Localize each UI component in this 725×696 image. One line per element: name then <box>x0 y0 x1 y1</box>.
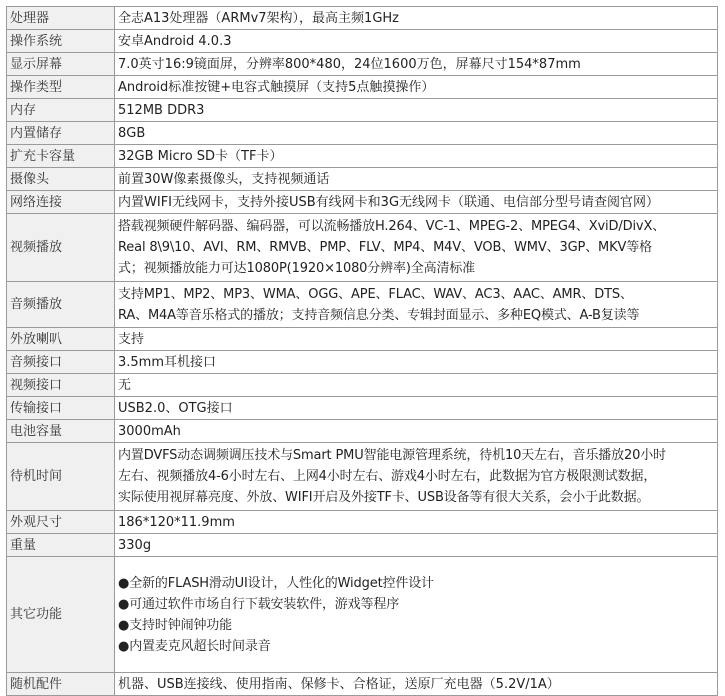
spec-value-line: 全志A13处理器（ARMv7架构），最高主频1GHz <box>118 10 399 26</box>
spec-value-line: 式；视频播放能力可达1080P(1920×1080分辨率)全高清标准 <box>118 261 476 276</box>
spec-row-battery <box>7 420 718 443</box>
spec-label: 网络连接 <box>7 191 115 214</box>
spec-value-line: 32GB Micro SD卡（TF卡） <box>118 148 283 164</box>
spec-label: 重量 <box>7 534 115 557</box>
spec-value <box>115 557 718 673</box>
spec-value-line: 安卓Android 4.0.3 <box>118 33 232 49</box>
spec-value <box>115 420 718 443</box>
spec-label: 摄像头 <box>7 168 115 191</box>
spec-value-line: 3000mAh <box>118 423 181 439</box>
spec-value <box>115 122 718 145</box>
spec-value <box>115 99 718 122</box>
spec-row-camera <box>7 168 718 191</box>
spec-value <box>115 328 718 351</box>
spec-value <box>115 53 718 76</box>
feature-list-item: ●全新的FLASH滑动UI设计，人性化的Widget控件设计 <box>118 575 434 591</box>
spec-value-line: 实际使用视屏幕亮度、外放、WIFI开启及外接TF卡、USB设备等有很大关系，会小于此数据。 <box>118 490 650 505</box>
spec-value <box>115 191 718 214</box>
spec-label: 内存 <box>7 99 115 122</box>
spec-row-transfer-port <box>7 397 718 420</box>
spec-row-card-capacity <box>7 145 718 168</box>
spec-row-display <box>7 53 718 76</box>
spec-label: 待机时间 <box>7 443 115 511</box>
spec-label: 音频接口 <box>7 351 115 374</box>
spec-value-line: 左右、视频播放4-6小时左右、上网4小时左右、游戏4小时左右，此数据为官方极限测试数据， <box>118 469 657 484</box>
spec-value-line: 前置30W像素摄像头，支持视频通话 <box>118 171 330 187</box>
spec-label: 显示屏幕 <box>7 53 115 76</box>
feature-list-item: ●支持时钟闹钟功能 <box>118 617 232 633</box>
spec-value-line: USB2.0、OTG接口 <box>118 400 233 416</box>
spec-value-line: 7.0英寸16:9镜面屏，分辨率800*480，24位1600万色，屏幕尺寸154*87mm <box>118 56 581 72</box>
spec-row-cpu <box>7 7 718 30</box>
spec-value <box>115 534 718 557</box>
spec-value <box>115 76 718 99</box>
spec-value <box>115 30 718 53</box>
spec-value <box>115 168 718 191</box>
spec-label: 外放喇叭 <box>7 328 115 351</box>
spec-value-line: 无 <box>118 377 132 393</box>
spec-value-line: 支持 <box>118 331 145 347</box>
spec-value <box>115 214 718 282</box>
spec-label: 传输接口 <box>7 397 115 420</box>
spec-value-line: Android标准按键+电容式触摸屏（支持5点触摸操作） <box>118 79 435 95</box>
feature-list-item: ●内置麦克风超长时间录音 <box>118 638 271 654</box>
spec-value <box>115 374 718 397</box>
feature-list <box>118 571 714 659</box>
spec-row-input-type <box>7 76 718 99</box>
spec-value <box>115 673 718 696</box>
spec-value <box>115 397 718 420</box>
spec-table <box>6 6 718 696</box>
spec-row-accessories <box>7 673 718 696</box>
spec-row-video-port <box>7 374 718 397</box>
spec-label: 操作系统 <box>7 30 115 53</box>
spec-row-weight <box>7 534 718 557</box>
spec-row-video-playback <box>7 214 718 282</box>
spec-label: 其它功能 <box>7 557 115 673</box>
spec-row-network <box>7 191 718 214</box>
spec-value-line: 330g <box>118 537 152 553</box>
spec-label: 视频播放 <box>7 214 115 282</box>
spec-value <box>115 7 718 30</box>
spec-row-audio-playback <box>7 282 718 328</box>
spec-value <box>115 282 718 328</box>
spec-row-standby <box>7 443 718 511</box>
spec-value-line: 内置WIFI无线网卡，支持外接USB有线网卡和3G无线网卡（联通、电信部分型号请查阅官网） <box>118 194 660 210</box>
spec-label: 处理器 <box>7 7 115 30</box>
spec-value-line: 186*120*11.9mm <box>118 514 235 530</box>
spec-row-dimensions <box>7 511 718 534</box>
spec-value <box>115 351 718 374</box>
spec-value-line: Real 8\9\10、AVI、RM、RMVB、PMP、FLV、MP4、M4V、VOB、WMV、3GP、MKV等格 <box>118 240 652 255</box>
spec-table-body <box>7 7 718 696</box>
spec-label: 音频播放 <box>7 282 115 328</box>
spec-label: 内置储存 <box>7 122 115 145</box>
spec-row-other-features <box>7 557 718 673</box>
spec-label: 外观尺寸 <box>7 511 115 534</box>
spec-row-storage <box>7 122 718 145</box>
spec-value-line: 搭载视频硬件解码器、编码器，可以流畅播放H.264、VC-1、MPEG-2、MPEG4、XviD/DivX、 <box>118 219 666 234</box>
spec-value <box>115 145 718 168</box>
spec-value <box>115 511 718 534</box>
spec-row-audio-port <box>7 351 718 374</box>
spec-label: 随机配件 <box>7 673 115 696</box>
spec-value-line: 3.5mm耳机接口 <box>118 354 217 370</box>
spec-row-speaker <box>7 328 718 351</box>
spec-label: 扩充卡容量 <box>7 145 115 168</box>
spec-value-line: 支持MP1、MP2、MP3、WMA、OGG、APE、FLAC、WAV、AC3、AAC、AMR、DTS、 <box>118 286 633 302</box>
feature-list-item: ●可通过软件市场自行下载安装软件，游戏等程序 <box>118 596 400 612</box>
spec-label: 视频接口 <box>7 374 115 397</box>
spec-row-memory <box>7 99 718 122</box>
spec-value <box>115 443 718 511</box>
spec-value-line: 内置DVFS动态调频调压技术与Smart PMU智能电源管理系统，待机10天左右，音乐播放20小时 <box>118 448 666 463</box>
spec-value-line: 机器、USB连接线、使用指南、保修卡、合格证，送原厂充电器（5.2V/1A） <box>118 676 560 692</box>
spec-value-line: RA、M4A等音乐格式的播放；支持音频信息分类、专辑封面显示、多种EQ模式、A-B复读等 <box>118 307 640 323</box>
spec-row-os <box>7 30 718 53</box>
spec-label: 电池容量 <box>7 420 115 443</box>
spec-value-line: 512MB DDR3 <box>118 102 205 118</box>
spec-value-line: 8GB <box>118 125 146 141</box>
spec-label: 操作类型 <box>7 76 115 99</box>
